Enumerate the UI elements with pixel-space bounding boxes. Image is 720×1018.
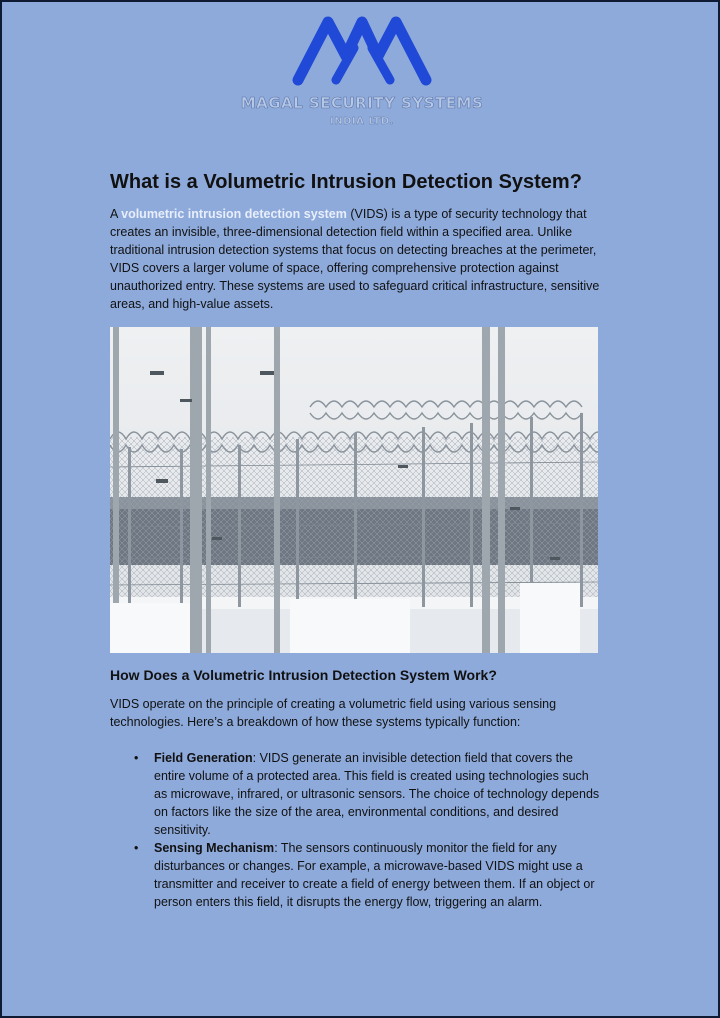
intro-prefix: A: [110, 207, 122, 221]
magal-m-logo-icon: [292, 14, 432, 86]
article-content: [110, 167, 606, 911]
list-item-text: : The sensors continuously monitor the field for any disturbances or changes. For example, a microwave-based VIDS might use a transmitter and receiver to create a field of energy between them. If an object or person enters this field, it disrupts the energy flow, triggering an alarm.: [154, 841, 595, 909]
vids-link[interactable]: volumetric intrusion detection system: [121, 207, 347, 221]
list-item-term: Field Generation: [154, 751, 253, 765]
brand-name: MAGAL SECURITY SYSTEMS: [240, 94, 484, 112]
perimeter-fence-with-razor-wire-photo: [110, 327, 598, 653]
bullet-marker: •: [134, 841, 139, 855]
list-item-text: : VIDS generate an invisible detection field that covers the entire volume of a protected area. This field is created using technologies such as microwave, infrared, or ultrasonic sensors. The choice of technology depends on factors like the size of the area, environmental conditions, and desired sensitivity.: [154, 751, 600, 837]
list-item-term: Sensing Mechanism: [154, 841, 275, 855]
article-title: What is a Volumetric Intrusion Detection System?: [110, 171, 582, 193]
brand-subtitle: INDIA LTD.: [330, 116, 394, 127]
list-item: [134, 839, 606, 911]
feature-list: [110, 749, 606, 911]
bullet-marker: •: [134, 751, 139, 765]
intro-paragraph: [110, 205, 606, 313]
intro-text: (VIDS) is a type of security technology that creates an invisible, three-dimensional detection field within a specified area. Unlike traditional intrusion detection systems that focus on detecting breaches at the perimeter, VIDS covers a larger volume of space, offering comprehensive protection against unauthorized entry. These systems are used to safeguard critical infrastructure, sensitive areas, and high-value assets.: [110, 207, 600, 311]
section-heading: How Does a Volumetric Intrusion Detection System Work?: [110, 667, 497, 683]
section-intro: VIDS operate on the principle of creating a volumetric field using various sensing technologies. Here’s a breakdown of how these systems typically function:: [110, 697, 557, 729]
list-item: [134, 749, 606, 839]
company-logo: [2, 14, 720, 127]
